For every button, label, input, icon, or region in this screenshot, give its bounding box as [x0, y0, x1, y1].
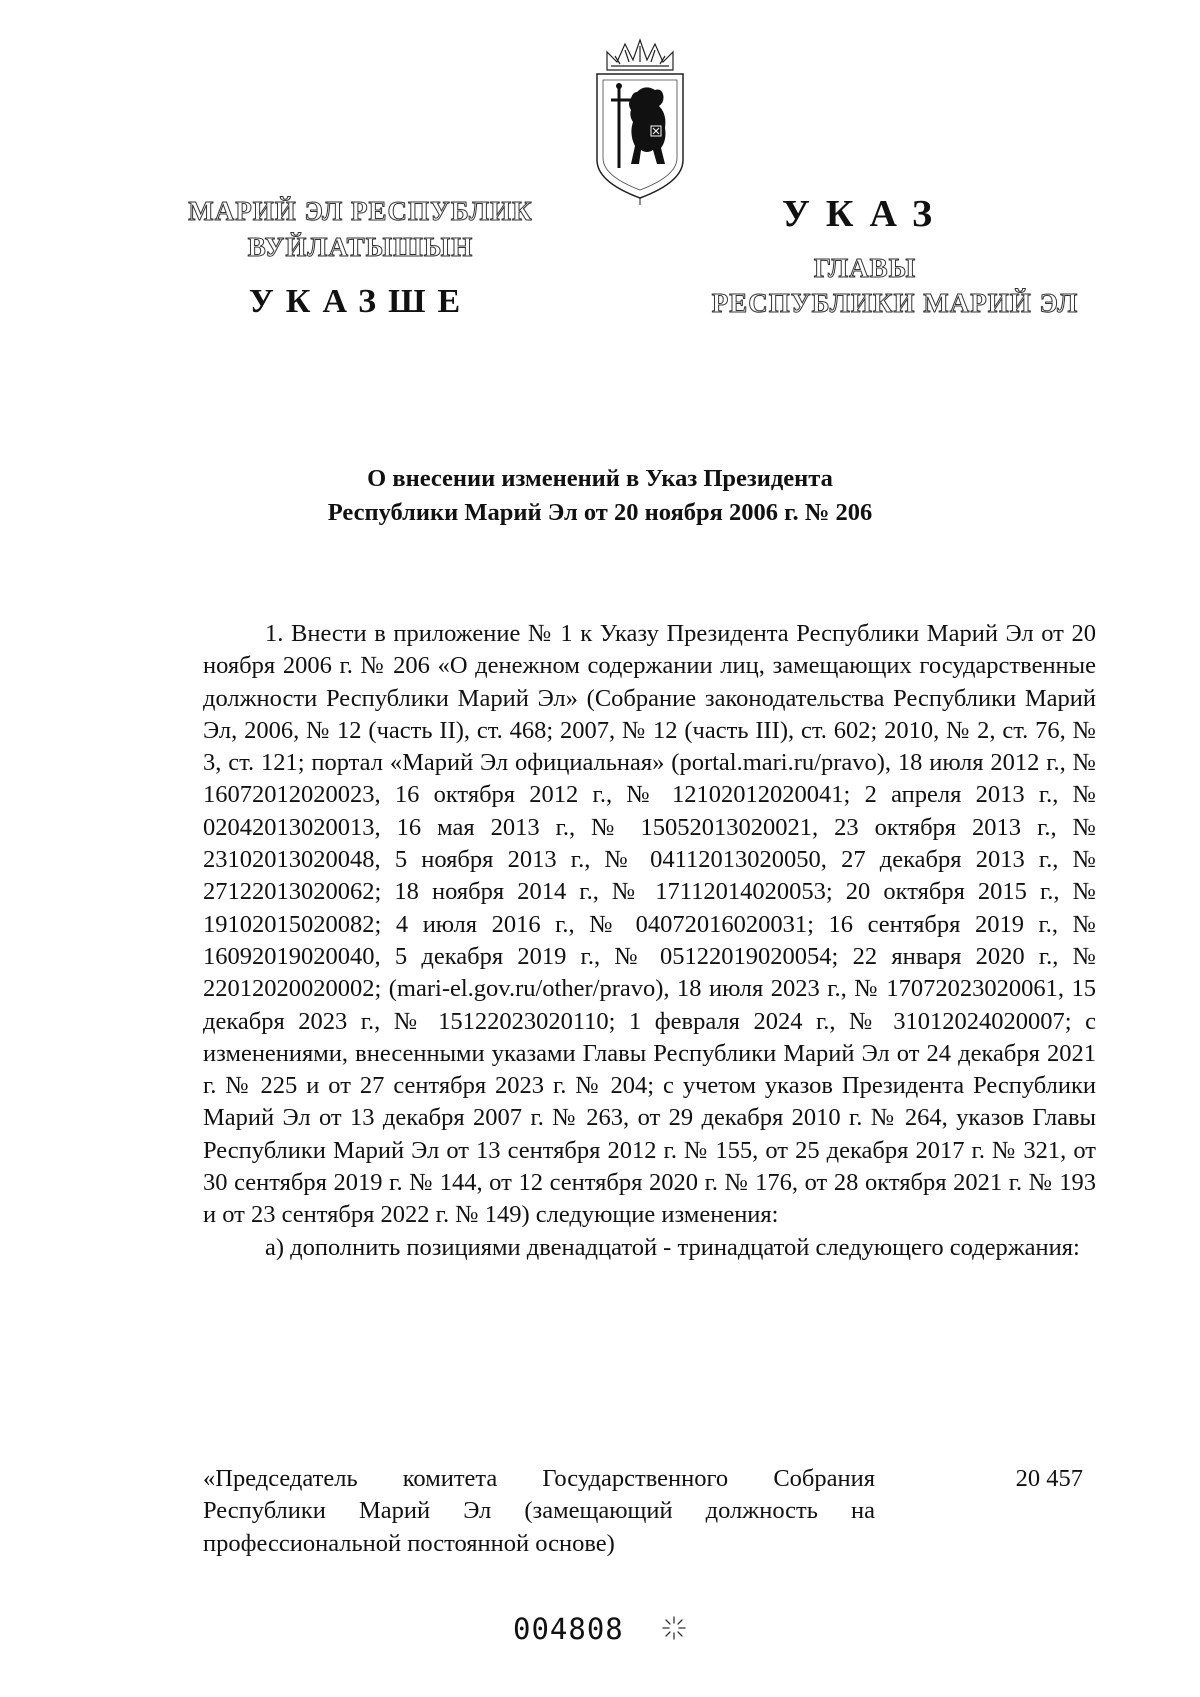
asterisk-ornament-icon	[660, 1614, 688, 1642]
coat-of-arms-icon	[585, 30, 695, 205]
document-body	[203, 618, 1096, 1264]
header-right-line2: РЕСПУБЛИКИ МАРИЙ ЭЛ	[711, 288, 1079, 318]
entry-position: «Председатель комитета Государственного Собрания Республики Марий Эл (замещающий должность на профессиональной постоянной основе)	[203, 1465, 875, 1557]
header-right-line1: ГЛАВЫ	[813, 253, 917, 283]
header-left-line1: МАРИЙ ЭЛ РЕСПУБЛИК	[188, 196, 533, 226]
title-line-2: Республики Марий Эл от 20 ноября 2006 г. № 206	[327, 499, 873, 526]
header-right-doc-type: УКАЗ	[782, 193, 948, 235]
body-paragraph-2: а) дополнить позициями двенадцатой - тринадцатой следующего содержания:	[265, 1233, 1080, 1261]
header-left-line2: ВУЙЛАТЫШЫН	[247, 232, 474, 262]
serial-number: 004808	[513, 1612, 624, 1646]
body-paragraph-1: 1. Внести в приложение № 1 к Указу Президента Республики Марий Эл от 20 ноября 2006 г. № 206 «О денежном содержании лиц, замещающих государственные должности Республики Марий Эл» (Собрание законодательства Республики Марий Эл, 2006, № 12 (часть II), ст. 468; 2007, № 12 (часть III), ст. 602; 2010, № 2, ст. 76, № 3, ст. 121; портал «Марий Эл официальная» (portal.mari.ru/pravo), 18 июля 2012 г., № 16072012020023, 16 октября 2012 г., № 12102012020041; 2 апреля 2013 г., № 02042013020013, 16 мая 2013 г., № 15052013020021, 23 октября 2013 г., № 23102013020048, 5 ноября 2013 г., № 04112013020050, 27 декабря 2013 г., № 27122013020062; 18 ноября 2014 г., № 17112014020053; 20 октября 2015 г., № 19102015020082; 4 июля 2016 г., № 04072016020031; 16 сентября 2019 г., № 16092019020040, 5 декабря 2019 г., № 05122019020054; 22 января 2020 г., № 22012020020002; (mari-el.gov.ru/other/pravo), 18 июля 2023 г., № 17072023020061, 15 декабря 2023 г., № 15122023020110; 1 февраля 2024 г., № 31012024020007; с изменениями, внесенными указами Главы Республики Марий Эл от 24 декабря 2021 г. № 225 и от 27 сентября 2023 г. № 204; с учетом указов Президента Республики Марий Эл от 13 декабря 2007 г. № 263, от 29 декабря 2010 г. № 264, указов Главы Республики Марий Эл от 13 сентября 2012 г. № 155, от 25 декабря 2017 г. № 321, от 30 сентября 2019 г. № 144, от 12 сентября 2020 г. № 176, от 28 октября 2021 г. № 193 и от 23 сентября 2022 г. № 149) следующие изменения:	[203, 620, 1096, 1229]
salary-entry	[203, 1463, 1083, 1573]
header-left-doc-type: УКАЗШЕ	[248, 283, 473, 320]
entry-amount: 20 457	[1015, 1465, 1083, 1492]
title-line-1: О внесении изменений в Указ Президента	[367, 465, 833, 492]
document-title	[170, 462, 1030, 530]
